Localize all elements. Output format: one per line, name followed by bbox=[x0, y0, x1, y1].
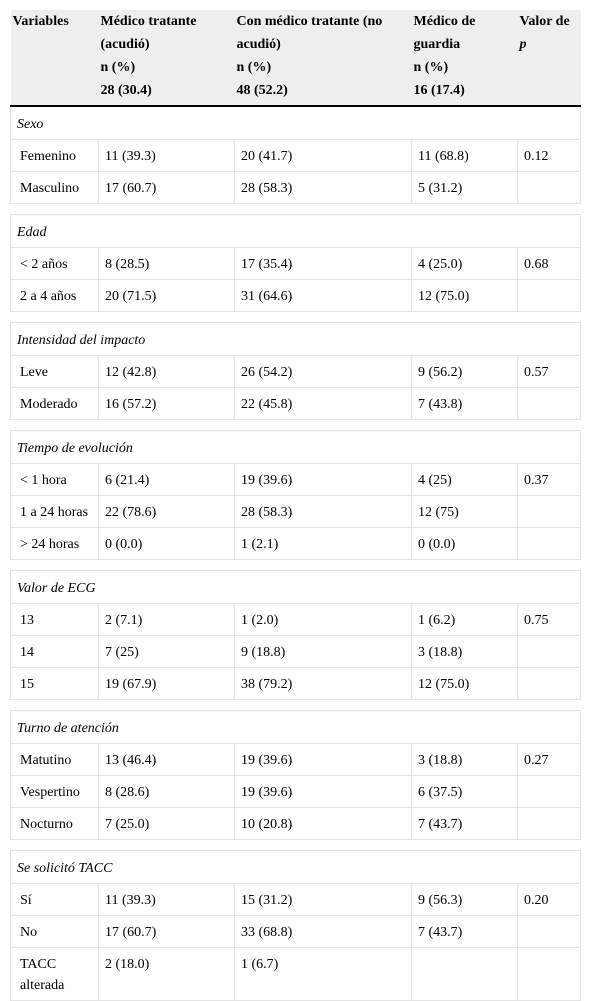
table-cell: 7 (43.7) bbox=[412, 808, 518, 840]
column-header-line: n (%) bbox=[413, 60, 449, 75]
table-cell bbox=[518, 388, 581, 420]
column-header-line: Médico de guardia bbox=[413, 14, 476, 52]
group-title: Intensidad del impacto bbox=[11, 323, 581, 356]
table-cell: 17 (60.7) bbox=[99, 916, 235, 948]
column-header-line: n (%) bbox=[100, 60, 136, 75]
table-cell bbox=[518, 280, 581, 312]
table-cell: 7 (25.0) bbox=[99, 808, 235, 840]
table-cell: 6 (37.5) bbox=[412, 776, 518, 808]
table-cell: 22 (78.6) bbox=[99, 496, 235, 528]
row-label: 15 bbox=[11, 668, 99, 700]
table-cell: 8 (28.5) bbox=[99, 248, 235, 280]
spacer-cell bbox=[11, 420, 581, 431]
row-label: Vespertino bbox=[11, 776, 99, 808]
table-cell: 4 (25) bbox=[412, 464, 518, 496]
spacer-cell bbox=[11, 312, 581, 323]
column-header bbox=[99, 10, 235, 106]
table-cell bbox=[518, 528, 581, 560]
group-row bbox=[11, 851, 581, 884]
table-cell: 0 (0.0) bbox=[412, 528, 518, 560]
table-cell: 7 (43.8) bbox=[412, 388, 518, 420]
row-label: Femenino bbox=[11, 140, 99, 172]
table-cell: 1 (6.7) bbox=[235, 948, 412, 1001]
table-cell: 31 (64.6) bbox=[235, 280, 412, 312]
table-cell: 12 (75.0) bbox=[412, 668, 518, 700]
table-cell: 2 (18.0) bbox=[99, 948, 235, 1001]
column-header bbox=[235, 10, 412, 106]
table-cell: 12 (75) bbox=[412, 496, 518, 528]
table-cell: 38 (79.2) bbox=[235, 668, 412, 700]
table-body bbox=[11, 106, 581, 1001]
table-cell: 1 (6.2) bbox=[412, 604, 518, 636]
group-row bbox=[11, 106, 581, 140]
spacer-cell bbox=[11, 700, 581, 711]
spacer-cell bbox=[11, 204, 581, 215]
group-row bbox=[11, 711, 581, 744]
spacer-cell bbox=[11, 560, 581, 571]
table-cell: 28 (58.3) bbox=[235, 172, 412, 204]
group-title: Valor de ECG bbox=[11, 571, 581, 604]
table-row bbox=[11, 884, 581, 916]
table-cell: 6 (21.4) bbox=[99, 464, 235, 496]
column-header-line: Variables bbox=[12, 14, 69, 29]
row-label: 1 a 24 horas bbox=[11, 496, 99, 528]
table-cell: 8 (28.6) bbox=[99, 776, 235, 808]
table-cell: 0.27 bbox=[518, 744, 581, 776]
table-cell: 1 (2.0) bbox=[235, 604, 412, 636]
table-row bbox=[11, 668, 581, 700]
table-cell bbox=[518, 668, 581, 700]
column-header-line: Médico tratante (acudió) bbox=[100, 14, 197, 52]
table-row bbox=[11, 636, 581, 668]
table-cell bbox=[518, 808, 581, 840]
table-cell: 16 (57.2) bbox=[99, 388, 235, 420]
row-label: < 2 años bbox=[11, 248, 99, 280]
column-header-line: p bbox=[519, 37, 527, 52]
row-label: > 24 horas bbox=[11, 528, 99, 560]
table-cell: 2 (7.1) bbox=[99, 604, 235, 636]
table-cell: 26 (54.2) bbox=[235, 356, 412, 388]
group-title: Tiempo de evolución bbox=[11, 431, 581, 464]
table-cell: 15 (31.2) bbox=[235, 884, 412, 916]
table-cell: 7 (25) bbox=[99, 636, 235, 668]
row-label: 14 bbox=[11, 636, 99, 668]
row-label: Nocturno bbox=[11, 808, 99, 840]
table-row bbox=[11, 248, 581, 280]
table-cell: 33 (68.8) bbox=[235, 916, 412, 948]
table-cell: 0.37 bbox=[518, 464, 581, 496]
column-header-line: Valor de bbox=[519, 14, 570, 29]
group-spacer bbox=[11, 700, 581, 711]
table-cell: 0.57 bbox=[518, 356, 581, 388]
table-row bbox=[11, 140, 581, 172]
table-cell: 9 (56.3) bbox=[412, 884, 518, 916]
table-row bbox=[11, 464, 581, 496]
group-spacer bbox=[11, 204, 581, 215]
table-cell bbox=[518, 636, 581, 668]
group-spacer bbox=[11, 560, 581, 571]
group-spacer bbox=[11, 420, 581, 431]
table-cell bbox=[518, 496, 581, 528]
table-row bbox=[11, 916, 581, 948]
spacer-cell bbox=[11, 840, 581, 851]
group-row bbox=[11, 323, 581, 356]
results-table bbox=[10, 10, 581, 1001]
table-cell bbox=[518, 948, 581, 1001]
table-cell: 11 (39.3) bbox=[99, 140, 235, 172]
row-label: No bbox=[11, 916, 99, 948]
group-row bbox=[11, 431, 581, 464]
row-label: Matutino bbox=[11, 744, 99, 776]
table-row bbox=[11, 776, 581, 808]
row-label: Moderado bbox=[11, 388, 99, 420]
table-row bbox=[11, 948, 581, 1001]
column-header-line: 16 (17.4) bbox=[413, 83, 465, 98]
table-cell: 19 (39.6) bbox=[235, 464, 412, 496]
table-cell: 7 (43.7) bbox=[412, 916, 518, 948]
table-cell: 0.20 bbox=[518, 884, 581, 916]
table-cell: 12 (75.0) bbox=[412, 280, 518, 312]
group-title: Edad bbox=[11, 215, 581, 248]
row-label: 2 a 4 años bbox=[11, 280, 99, 312]
table-row bbox=[11, 744, 581, 776]
table-cell: 17 (60.7) bbox=[99, 172, 235, 204]
table-cell: 11 (68.8) bbox=[412, 140, 518, 172]
group-title: Se solicitó TACC bbox=[11, 851, 581, 884]
table-cell: 28 (58.3) bbox=[235, 496, 412, 528]
row-label: Leve bbox=[11, 356, 99, 388]
group-title: Turno de atención bbox=[11, 711, 581, 744]
group-spacer bbox=[11, 312, 581, 323]
table-row bbox=[11, 528, 581, 560]
table-cell: 13 (46.4) bbox=[99, 744, 235, 776]
group-row bbox=[11, 215, 581, 248]
table-cell: 20 (41.7) bbox=[235, 140, 412, 172]
table-row bbox=[11, 604, 581, 636]
row-label: < 1 hora bbox=[11, 464, 99, 496]
group-title: Sexo bbox=[11, 106, 581, 140]
table-cell: 0 (0.0) bbox=[99, 528, 235, 560]
row-label: TACC alterada bbox=[11, 948, 99, 1001]
table-cell: 19 (39.6) bbox=[235, 776, 412, 808]
table-cell: 0.75 bbox=[518, 604, 581, 636]
table-row bbox=[11, 356, 581, 388]
row-label: Masculino bbox=[11, 172, 99, 204]
table-row bbox=[11, 808, 581, 840]
column-header bbox=[412, 10, 518, 106]
table-cell: 4 (25.0) bbox=[412, 248, 518, 280]
table-cell: 20 (71.5) bbox=[99, 280, 235, 312]
table-cell: 1 (2.1) bbox=[235, 528, 412, 560]
table-cell: 11 (39.3) bbox=[99, 884, 235, 916]
table-cell: 0.68 bbox=[518, 248, 581, 280]
table-cell bbox=[412, 948, 518, 1001]
table-cell: 0.12 bbox=[518, 140, 581, 172]
table-cell: 19 (39.6) bbox=[235, 744, 412, 776]
table-row bbox=[11, 496, 581, 528]
table-cell: 12 (42.8) bbox=[99, 356, 235, 388]
table-cell: 3 (18.8) bbox=[412, 744, 518, 776]
table-cell: 9 (56.2) bbox=[412, 356, 518, 388]
table-cell: 10 (20.8) bbox=[235, 808, 412, 840]
table-cell: 5 (31.2) bbox=[412, 172, 518, 204]
table-row bbox=[11, 172, 581, 204]
column-header-line: 28 (30.4) bbox=[100, 83, 152, 98]
table-cell bbox=[518, 776, 581, 808]
table-cell: 19 (67.9) bbox=[99, 668, 235, 700]
header-row bbox=[11, 10, 581, 106]
row-label: Sí bbox=[11, 884, 99, 916]
column-header bbox=[11, 10, 99, 106]
table-row bbox=[11, 388, 581, 420]
row-label: 13 bbox=[11, 604, 99, 636]
table-cell bbox=[518, 916, 581, 948]
table-row bbox=[11, 280, 581, 312]
column-header bbox=[518, 10, 581, 106]
table-header bbox=[11, 10, 581, 106]
table-cell: 9 (18.8) bbox=[235, 636, 412, 668]
column-header-line: Con médico tratante (no acudió) bbox=[236, 14, 383, 52]
table-cell: 17 (35.4) bbox=[235, 248, 412, 280]
column-header-line: 48 (52.2) bbox=[236, 83, 288, 98]
table-cell: 3 (18.8) bbox=[412, 636, 518, 668]
group-spacer bbox=[11, 840, 581, 851]
table-cell: 22 (45.8) bbox=[235, 388, 412, 420]
table-cell bbox=[518, 172, 581, 204]
group-row bbox=[11, 571, 581, 604]
column-header-line: n (%) bbox=[236, 60, 272, 75]
